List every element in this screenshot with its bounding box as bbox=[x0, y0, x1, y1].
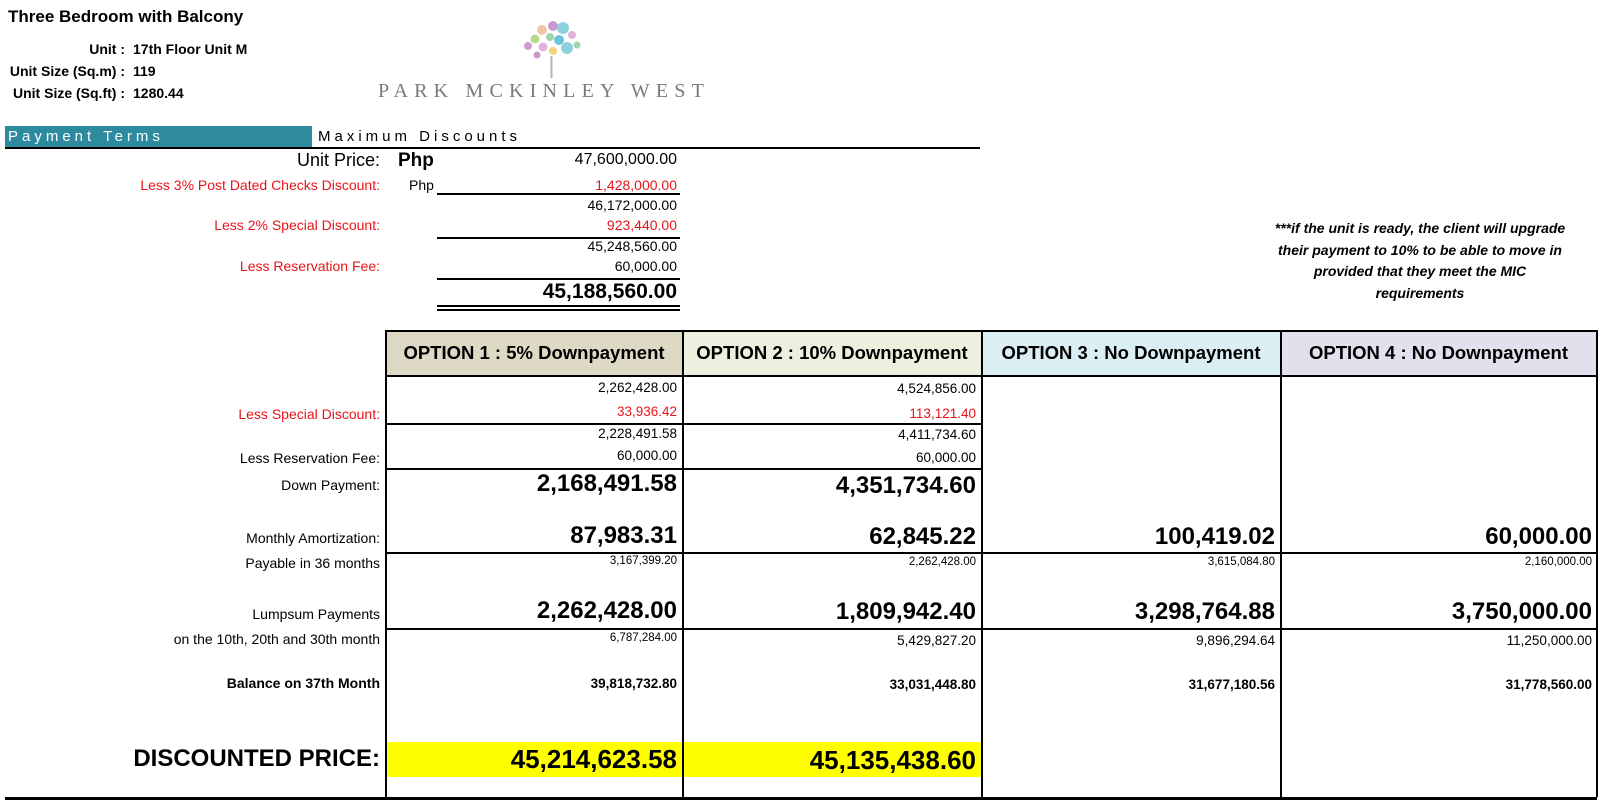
option-1-dp-gross: 2,262,428.00 bbox=[598, 380, 677, 395]
option-1-payable-total: 3,167,399.20 bbox=[609, 555, 677, 567]
option-4-payable-total: 2,160,000.00 bbox=[1524, 556, 1592, 568]
less-reservation-fee-label: Less Reservation Fee: bbox=[239, 450, 380, 466]
pdc-discount-label: Less 3% Post Dated Checks Discount: bbox=[140, 177, 380, 193]
table-top-border bbox=[385, 330, 1597, 332]
col-border bbox=[1596, 330, 1598, 797]
option-2-dp-net: 4,411,734.60 bbox=[898, 427, 976, 442]
down-payment-label: Down Payment: bbox=[281, 477, 380, 493]
option-1-special-discount: 33,936.42 bbox=[616, 404, 677, 419]
tab-maximum-discounts[interactable]: Maximum Discounts bbox=[318, 128, 522, 145]
double-underline-top bbox=[437, 305, 680, 307]
option-1-balance: 39,818,732.80 bbox=[590, 676, 677, 691]
option-1-lumpsum: 2,262,428.00 bbox=[536, 597, 677, 624]
option-4-header: OPTION 4 : No Downpayment bbox=[1281, 331, 1596, 375]
option-4-lumpsum-total: 11,250,000.00 bbox=[1506, 633, 1592, 648]
option-2-balance: 33,031,448.80 bbox=[889, 677, 976, 692]
less-special-discount-label: Less Special Discount: bbox=[238, 406, 380, 422]
option-2-monthly: 62,845.22 bbox=[869, 523, 976, 550]
tree-logo-icon bbox=[515, 18, 595, 82]
table-bottom-border bbox=[5, 797, 1597, 800]
lumpsum-months-label: on the 10th, 20th and 30th month bbox=[173, 631, 380, 647]
double-underline-bottom bbox=[437, 309, 680, 311]
currency-bold: Php bbox=[398, 150, 434, 171]
tabs-divider bbox=[5, 147, 980, 149]
brand-logo-text: PARK MCKINLEY WEST bbox=[378, 80, 710, 102]
option-4-monthly: 60,000.00 bbox=[1485, 523, 1592, 550]
option-4-lumpsum: 3,750,000.00 bbox=[1451, 598, 1592, 625]
special-discount-value: 923,440.00 bbox=[606, 217, 677, 233]
tab-payment-terms[interactable]: Payment Terms bbox=[5, 126, 312, 147]
divider bbox=[437, 193, 680, 195]
option-1-dp-net: 2,228,491.58 bbox=[598, 426, 677, 441]
option-1-discounted-price: 45,214,623.58 bbox=[510, 744, 677, 774]
subtotal-2: 45,248,560.00 bbox=[587, 238, 677, 254]
lumpsum-payments-label: Lumpsum Payments bbox=[252, 606, 380, 622]
subtotal-1: 46,172,000.00 bbox=[587, 197, 677, 213]
divider bbox=[385, 423, 982, 425]
unit-size-sqft-value: 1280.44 bbox=[133, 85, 184, 101]
option-1-header: OPTION 1 : 5% Downpayment bbox=[386, 331, 682, 375]
unit-size-sqft-label: Unit Size (Sq.ft) : bbox=[13, 85, 125, 101]
pdc-discount-value: 1,428,000.00 bbox=[595, 177, 677, 193]
option-2-dp-gross: 4,524,856.00 bbox=[897, 381, 976, 396]
special-discount-label: Less 2% Special Discount: bbox=[214, 217, 380, 233]
option-2-lumpsum-total: 5,429,827.20 bbox=[897, 633, 976, 648]
unit-value: 17th Floor Unit M bbox=[133, 41, 248, 57]
option-2-header: OPTION 2 : 10% Downpayment bbox=[683, 331, 981, 375]
option-2-payable-total: 2,262,428.00 bbox=[908, 556, 976, 568]
row-divider bbox=[385, 552, 1597, 554]
option-1-monthly: 87,983.31 bbox=[570, 522, 677, 549]
option-2-special-discount: 113,121.40 bbox=[909, 406, 976, 421]
option-4-balance: 31,778,560.00 bbox=[1505, 677, 1592, 692]
unit-price-value: 47,600,000.00 bbox=[574, 151, 677, 168]
option-3-balance: 31,677,180.56 bbox=[1188, 677, 1275, 692]
reservation-fee-value: 60,000.00 bbox=[614, 258, 677, 274]
unit-label: Unit : bbox=[89, 41, 125, 57]
option-3-payable-total: 3,615,084.80 bbox=[1207, 556, 1275, 568]
option-1-lumpsum-total: 6,787,284.00 bbox=[609, 632, 677, 644]
monthly-amortization-label: Monthly Amortization: bbox=[246, 530, 380, 546]
option-1-down-payment: 2,168,491.58 bbox=[536, 470, 677, 497]
discounted-price-label: DISCOUNTED PRICE: bbox=[133, 745, 380, 772]
net-price-value: 45,188,560.00 bbox=[542, 280, 677, 303]
option-3-monthly: 100,419.02 bbox=[1154, 523, 1275, 550]
row-divider bbox=[385, 628, 1597, 630]
currency-label: Php bbox=[409, 177, 434, 193]
option-2-reservation: 60,000.00 bbox=[915, 450, 976, 465]
unit-size-sqm-value: 119 bbox=[133, 63, 156, 79]
option-2-down-payment: 4,351,734.60 bbox=[835, 472, 976, 499]
option-1-reservation: 60,000.00 bbox=[616, 448, 677, 463]
payable-36-months-label: Payable in 36 months bbox=[245, 555, 380, 571]
unit-price-label: Unit Price: bbox=[296, 150, 380, 170]
option-2-discounted-price: 45,135,438.60 bbox=[809, 745, 976, 775]
option-3-lumpsum-total: 9,896,294.64 bbox=[1196, 633, 1275, 648]
table-header-border bbox=[385, 375, 1597, 377]
balance-37th-month-label: Balance on 37th Month bbox=[226, 675, 380, 691]
option-2-lumpsum: 1,809,942.40 bbox=[835, 598, 976, 625]
page-title: Three Bedroom with Balcony bbox=[8, 7, 244, 26]
option-3-header: OPTION 3 : No Downpayment bbox=[982, 331, 1280, 375]
upgrade-note: ***if the unit is ready, the client will upgrade their payment to 10% to be able to move in provided that they meet the MIC requirements bbox=[1274, 220, 1566, 301]
reservation-fee-label: Less Reservation Fee: bbox=[239, 258, 380, 274]
unit-size-sqm-label: Unit Size (Sq.m) : bbox=[9, 63, 125, 79]
option-3-lumpsum: 3,298,764.88 bbox=[1134, 598, 1275, 625]
